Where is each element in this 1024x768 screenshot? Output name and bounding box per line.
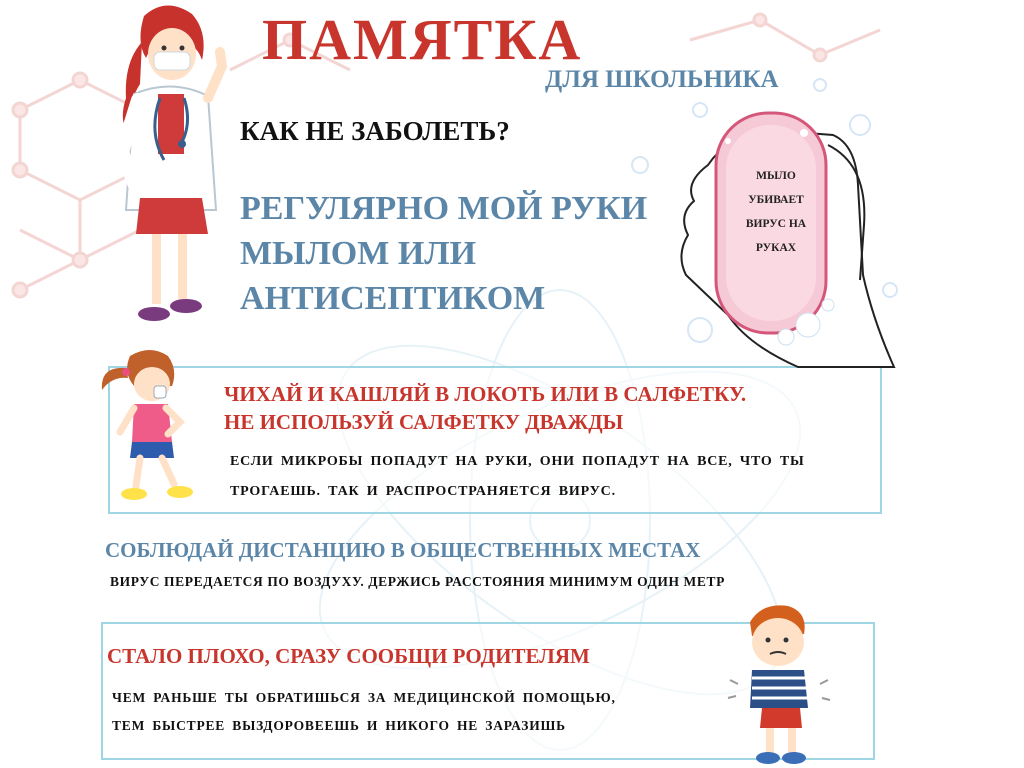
soap-label-line: УБИВАЕТ (748, 194, 804, 206)
distance-tip-body: ВИРУС ПЕРЕДАЕТСЯ ПО ВОЗДУХУ. ДЕРЖИСЬ РАССТОЯНИЯ МИНИМУМ ОДИН МЕТР (110, 574, 725, 589)
page-subtitle: ДЛЯ ШКОЛЬНИКА (545, 66, 779, 93)
sneeze-title-line: ЧИХАЙ И КАШЛЯЙ В ЛОКОТЬ ИЛИ В САЛФЕТКУ. (224, 382, 747, 406)
sneeze-tip-title (224, 380, 746, 436)
sneeze-tip-body (230, 447, 870, 507)
sneeze-body-line: ЕСЛИ МИКРОБЫ ПОПАДУТ НА РУКИ, ОНИ ПОПАДУТ НА ВСЕ, ЧТО ТЫ (230, 454, 805, 469)
sneeze-title-line: НЕ ИСПОЛЬЗУЙ САЛФЕТКУ ДВАЖДЫ (224, 410, 624, 434)
sick-boy-illustration (722, 600, 834, 768)
illness-body-line: ЧЕМ РАНЬШЕ ТЫ ОБРАТИШЬСЯ ЗА МЕДИЦИНСКОЙ ПОМОЩЬЮ, (112, 690, 616, 705)
soap-label-line: РУКАХ (755, 242, 797, 254)
page-title: ПАМЯТКА (262, 7, 583, 72)
wash-tip-line: АНТИСЕПТИКОМ (240, 280, 546, 317)
illness-body-line: ТЕМ БЫСТРЕЕ ВЫЗДОРОВЕЕШЬ И НИКОГО НЕ ЗАРАЗИШЬ (112, 718, 566, 733)
wash-tip-line: МЫЛОМ ИЛИ (240, 235, 477, 272)
question-heading: КАК НЕ ЗАБОЛЕТЬ? (240, 116, 510, 146)
doctor-girl-illustration (96, 2, 236, 332)
soap-label-line: МЫЛО (756, 170, 796, 182)
illness-tip-title: СТАЛО ПЛОХО, СРАЗУ СООБЩИ РОДИТЕЛЯМ (107, 644, 590, 668)
illness-tip-body (112, 684, 692, 740)
distance-tip-title: СОБЛЮДАЙ ДИСТАНЦИЮ В ОБЩЕСТВЕННЫХ МЕСТАХ (105, 538, 701, 562)
soap-label (728, 164, 824, 260)
wash-tip-line: РЕГУЛЯРНО МОЙ РУКИ (240, 190, 648, 227)
soap-label-line: ВИРУС НА (745, 218, 807, 230)
sneeze-body-line: ТРОГАЕШЬ. ТАК И РАСПРОСТРАНЯЕТСЯ ВИРУС. (230, 484, 616, 499)
wash-hands-tip (240, 186, 680, 321)
sneezing-girl-illustration (96, 346, 206, 506)
